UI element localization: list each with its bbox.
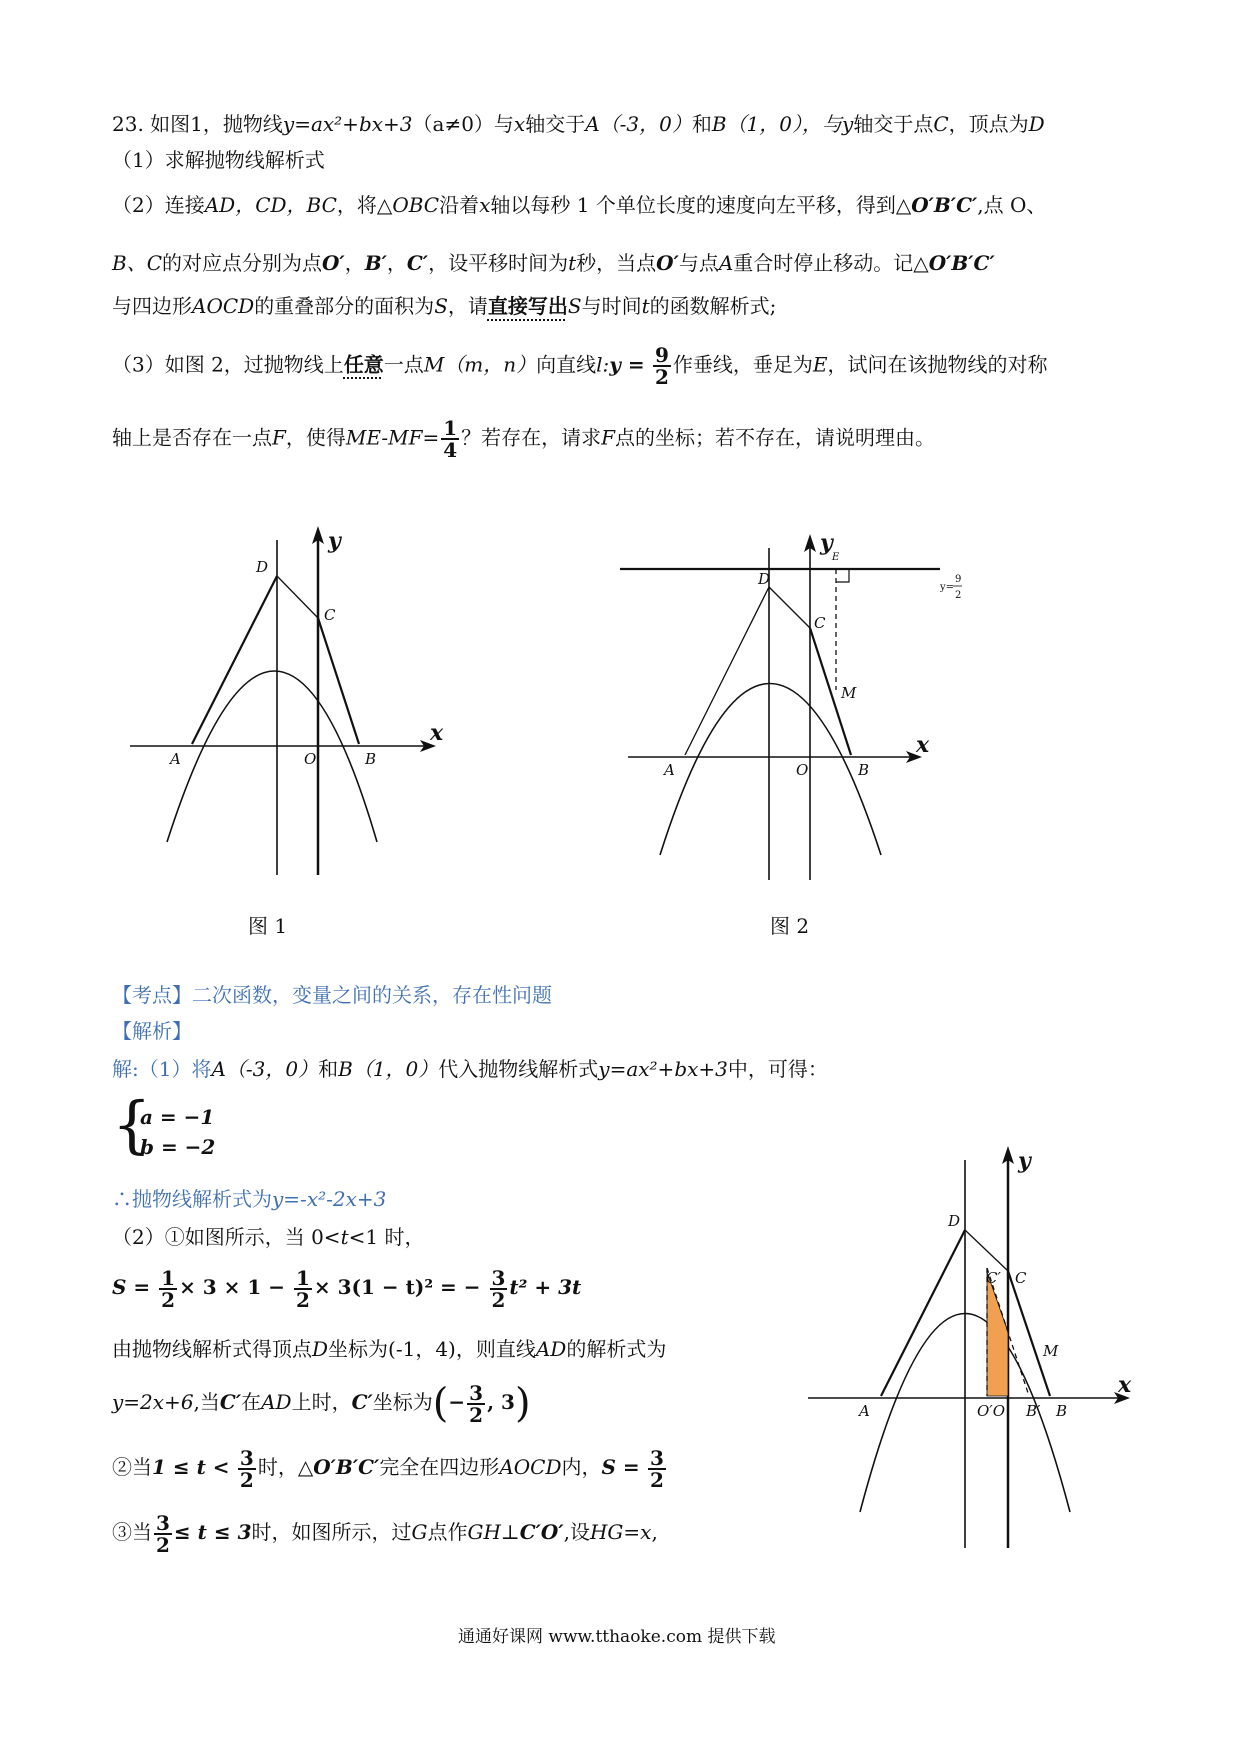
fig1-label-C: C [324, 606, 336, 624]
fig2-label-B: B [858, 761, 870, 779]
figure-3 [800, 1140, 1140, 1550]
question-2-line-2: B、C的对应点分别为点O′，B′，C′，设平移时间为t秒，当点O′与点A重合时停止移动。记△O′B′C′ [112, 251, 995, 275]
jiexi-heading: 【解析】 [112, 1019, 192, 1043]
fig2-label-y: y [820, 530, 833, 556]
fig1-label-A: A [170, 750, 181, 768]
vertex-line: 由抛物线解析式得顶点D坐标为(-1，4)，则直线AD的解析式为 [112, 1337, 667, 1361]
fig3-label-Bp: B′ [1026, 1402, 1041, 1420]
case-1-heading: （2）①如图所示，当 0<t<1 时， [112, 1225, 425, 1249]
question-3-line-1: （3）如图 2，过抛物线上任意一点M（m，n）向直线l:y = $\frac{9}{2}$ 作垂线，垂足为E，试问在该抛物线的对称 [112, 343, 1048, 389]
fig3-label-B: B [1056, 1402, 1068, 1420]
fig3-label-D: D [948, 1212, 961, 1230]
fig3-shaded-region [987, 1272, 1008, 1396]
fig2-label-A: A [664, 761, 675, 779]
fig2-label-D: D [758, 570, 771, 588]
fig1-label-O: O [304, 750, 317, 768]
solution-step-1: 解:（1）将A（-3，0）和B（1，0）代入抛物线解析式y=ax²+bx+3中，可得： [112, 1057, 828, 1081]
fig3-label-y: y [1018, 1148, 1031, 1174]
fig3-label-Cp: C′ [986, 1269, 1001, 1287]
problem-line-1: 23. 如图1，抛物线y=ax²+bx+3（a≠0）与x轴交于A（-3，0）和B（1，0），与y轴交于点C，顶点为D [112, 112, 1045, 136]
problem-number: 23. [112, 112, 144, 136]
fig3-label-A: A [859, 1402, 870, 1420]
ad-line: y=2x+6,当C′在AD上时，C′坐标为(− $\frac{3}{2}$ , 3) [112, 1380, 531, 1427]
fig3-label-C: C [1015, 1269, 1027, 1287]
question-3-line-2: 轴上是否存在一点F，使得ME-MF= $\frac{1}{4}$ ？若存在，请求F点的坐标；若不存在，请说明理由。 [112, 416, 936, 462]
fig2-label-O: O [796, 761, 809, 779]
fig2-label-E: E [832, 552, 840, 563]
fig2-label-x: x [916, 732, 930, 758]
question-2-line-1: （2）连接AD，CD，BC，将△OBC沿着x轴以每秒 1 个单位长度的速度向左平移，得到△O′B′C′,点 O、 [112, 193, 1047, 217]
fraction-nine-halves: $\frac{9}{2}$ [654, 343, 669, 389]
fig1-label-B: B [365, 750, 377, 768]
question-1: （1）求解抛物线解析式 [112, 148, 325, 172]
fig1-label-x: x [430, 720, 444, 746]
fig2-line-label: y= [940, 582, 955, 593]
kaodian: 【考点】二次函数，变量之间的关系，存在性问题 [112, 983, 552, 1007]
fig2-label-M: M [841, 684, 857, 702]
fig1-label-D: D [256, 558, 269, 576]
figure-1 [120, 520, 450, 880]
area-formula-1: S = $\frac{1}{2}$ × 3 × 1 − $\frac{1}{2}$ × 3(1 − t)² = − $\frac{3}{2}$ t² + 3t [112, 1265, 582, 1312]
fig3-label-OpO: O′O [977, 1402, 1006, 1420]
footer-text: 通通好课网 www.tthaoke.com 提供下载 [458, 1627, 776, 1647]
fig2-line-den: 2 [955, 590, 962, 601]
figure-1-caption: 图 1 [248, 914, 288, 938]
fig3-label-x: x [1118, 1372, 1132, 1398]
fig1-label-y: y [328, 528, 341, 554]
parabola-result: ∴抛物线解析式为y=-x²-2x+3 [112, 1187, 387, 1211]
figure-2-caption: 图 2 [770, 914, 810, 938]
figure-2 [610, 520, 980, 880]
fig2-label-C: C [814, 614, 826, 632]
question-2-line-3: 与四边形AOCD的重叠部分的面积为S，请直接写出S与时间t的函数解析式; [112, 294, 777, 318]
fraction-one-quarter: $\frac{1}{4}$ [443, 416, 458, 462]
fig3-label-M: M [1043, 1342, 1059, 1360]
fig2-line-num: 9 [955, 574, 962, 585]
case-3: ③当 $\frac{3}{2}$ ≤ t ≤ 3时，如图所示，过G点作GH⊥C′O′,设HG=x, [112, 1510, 658, 1557]
case-2: ②当1 ≤ t < $\frac{3}{2}$ 时，△O′B′C′完全在四边形AOCD内，S = $\frac{3}{2}$ [112, 1445, 664, 1492]
